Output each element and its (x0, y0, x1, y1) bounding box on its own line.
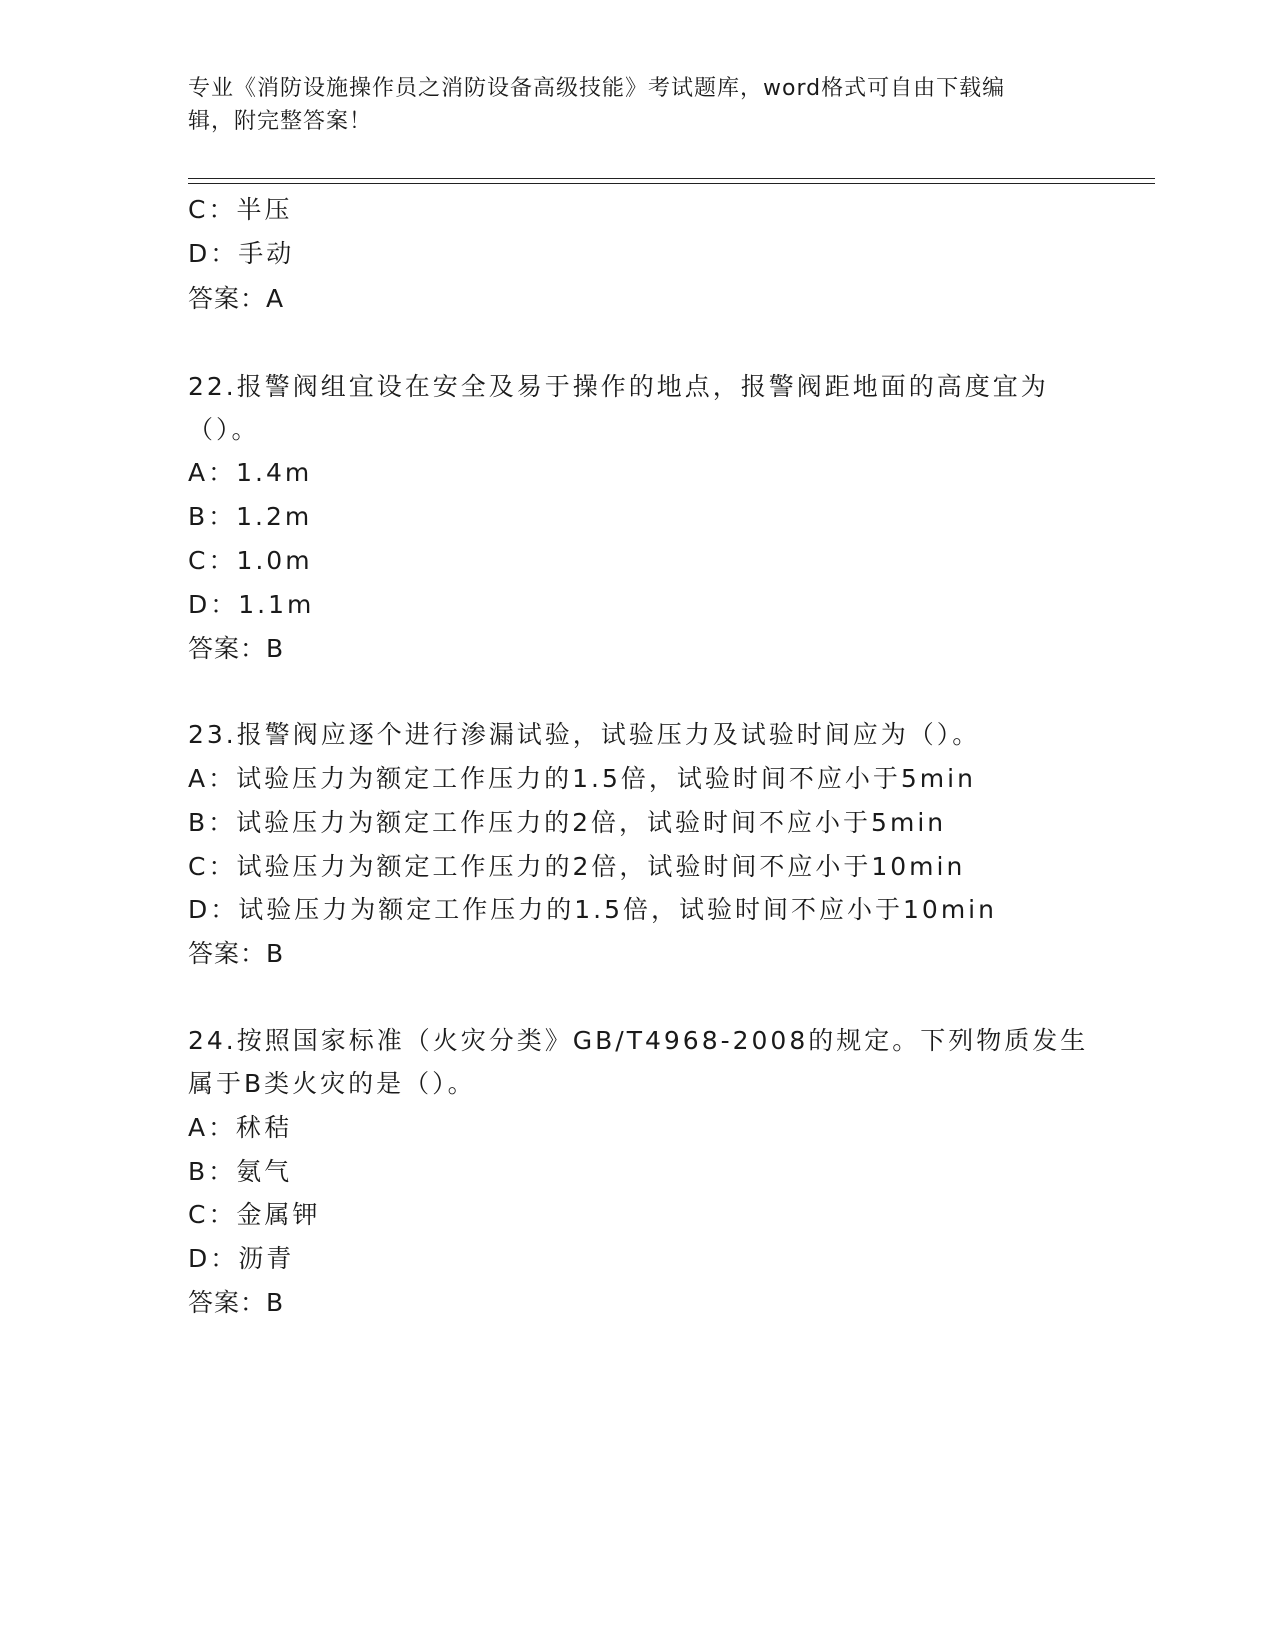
header-divider-bottom (188, 183, 1155, 184)
q21-answer: 答案：A (188, 284, 285, 313)
page-header (188, 72, 1078, 138)
q23-option-d: D：试验压力为额定工作压力的1.5倍，试验时间不应小于10min (188, 895, 997, 924)
q21-option-c: C：半压 (188, 195, 293, 224)
q24-answer: 答案：B (188, 1288, 285, 1317)
q23-option-b: B：试验压力为额定工作压力的2倍，试验时间不应小于5min (188, 808, 947, 837)
q24-option-b: B：氨气 (188, 1157, 293, 1186)
q22-option-a: A：1.4m (188, 458, 313, 487)
q24-option-a: A：秫秸 (188, 1113, 293, 1142)
q24-option-c: C：金属钾 (188, 1200, 321, 1229)
q22-answer: 答案：B (188, 634, 285, 663)
q22-option-c: C：1.0m (188, 546, 313, 575)
q24-stem-line-1: 24.按照国家标准（火灾分类》GB/T4968-2008的规定。下列物质发生 (188, 1026, 1089, 1055)
q22-option-b: B：1.2m (188, 502, 313, 531)
header-divider-top (188, 178, 1155, 179)
q23-answer: 答案：B (188, 939, 285, 968)
q22-stem-line-1: 22.报警阀组宜设在安全及易于操作的地点，报警阀距地面的高度宜为 (188, 372, 1049, 401)
header-line-1: 专业《消防设施操作员之消防设备高级技能》考试题库，word格式可自由下载编 (188, 76, 1006, 101)
header-line-2: 辑，附完整答案！ (188, 109, 373, 134)
q24-stem-line-2: 属于B类火灾的是（）。 (188, 1069, 476, 1098)
q22-option-d: D：1.1m (188, 590, 315, 619)
q24-option-d: D：沥青 (188, 1244, 295, 1273)
q23-option-c: C：试验压力为额定工作压力的2倍，试验时间不应小于10min (188, 852, 966, 881)
q21-option-d: D：手动 (188, 239, 295, 268)
q23-stem-line-1: 23.报警阀应逐个进行渗漏试验，试验压力及试验时间应为（）。 (188, 720, 981, 749)
q22-stem-line-2: （）。 (188, 415, 260, 444)
q23-option-a: A：试验压力为额定工作压力的1.5倍，试验时间不应小于5min (188, 764, 976, 793)
